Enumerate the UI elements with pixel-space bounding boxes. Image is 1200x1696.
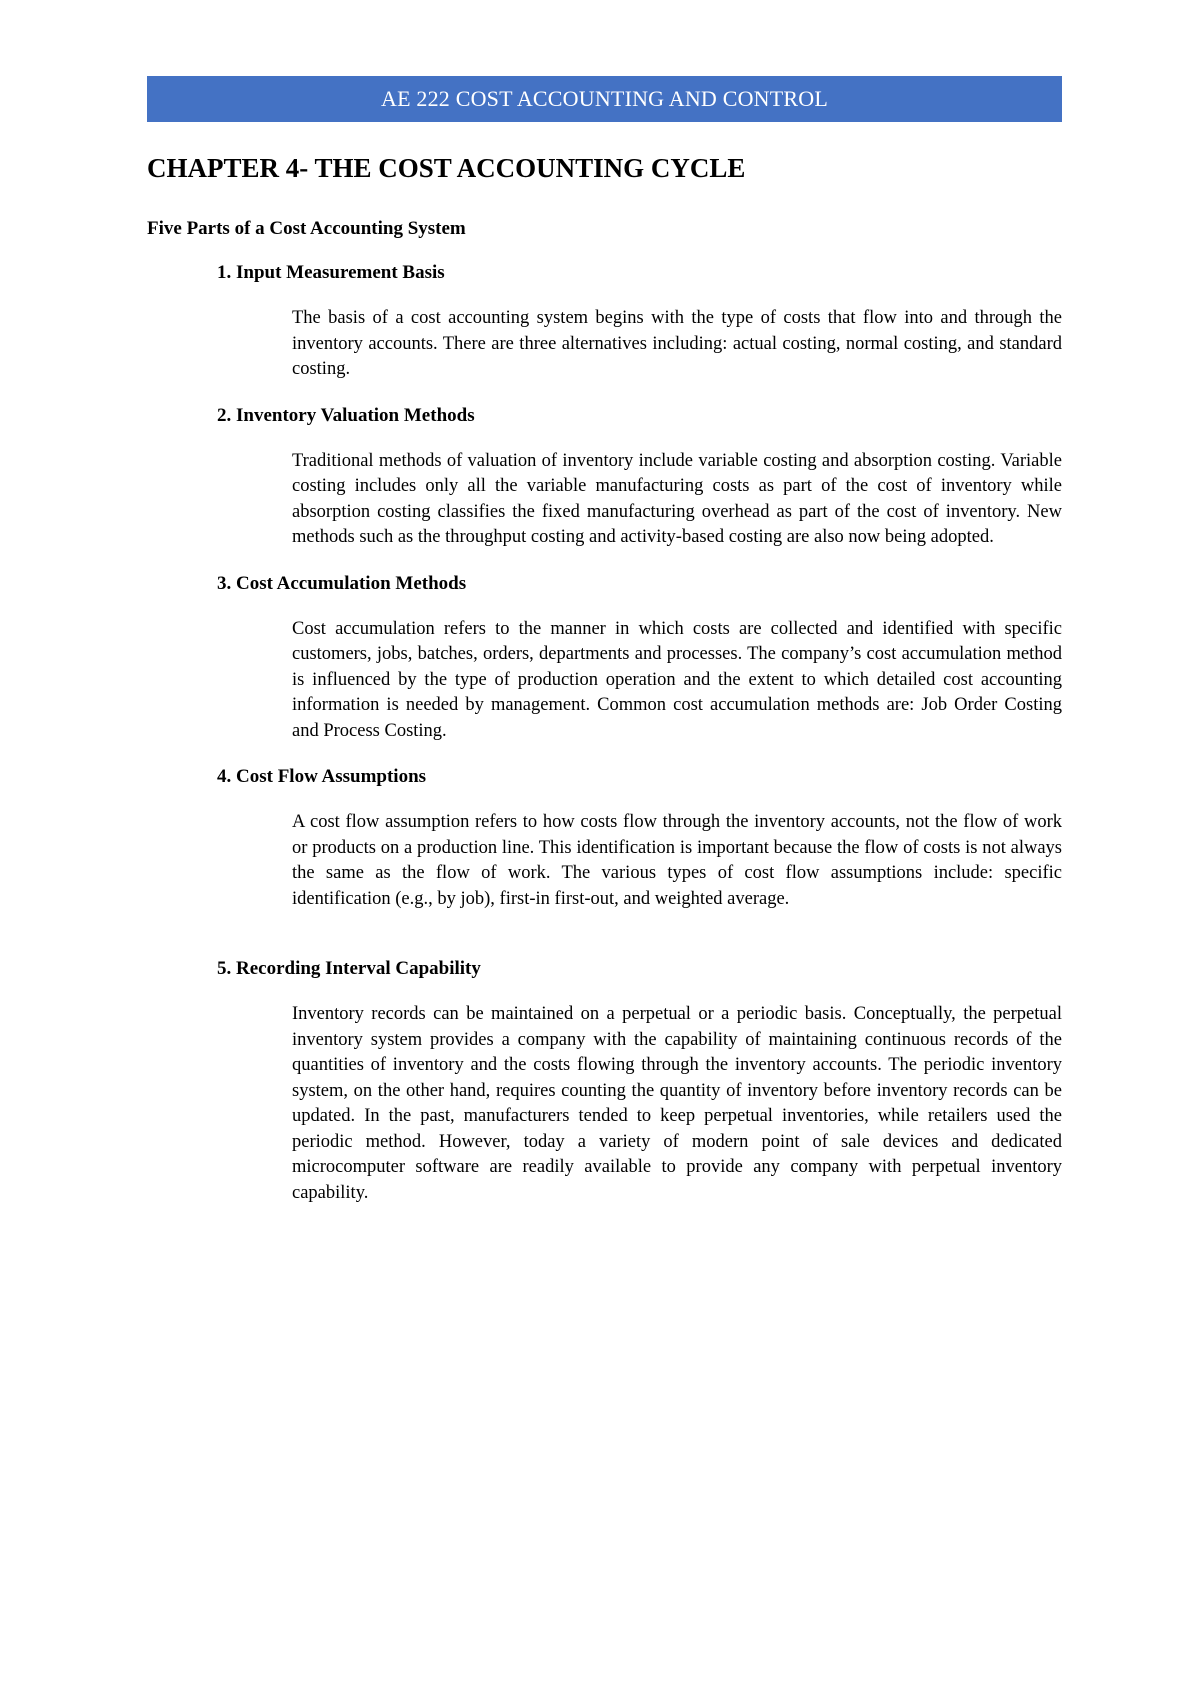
part-heading: 5. Recording Interval Capability: [217, 958, 481, 979]
document-content: [147, 217, 1062, 1227]
section-heading: Five Parts of a Cost Accounting System: [147, 218, 466, 239]
part-body: The basis of a cost accounting system begins with the type of costs that flow into and through the inventory accounts. There are three alternatives including: actual costing, normal costing, and standard costing.: [292, 308, 1062, 379]
part-inventory-valuation-methods: [147, 404, 1062, 551]
course-banner: AE 222 COST ACCOUNTING AND CONTROL: [147, 76, 1062, 122]
part-body: A cost flow assumption refers to how costs flow through the inventory accounts, not the flow of work or products on a production line. This identification is important because the flow of costs is not always the same as the flow of work. The various types of cost flow assumptions include: specific identification (e.g., by job), first-in first-out, and weighted average.: [292, 812, 1062, 909]
part-body: Inventory records can be maintained on a perpetual or a periodic basis. Conceptually, the perpetual inventory system provides a company with the capability of maintaining continuous records of the quantities of inventory and the costs flowing through the inventory accounts. The periodic inventory system, on the other hand, requires counting the quantity of inventory before inventory records can be updated. In the past, manufacturers tended to keep perpetual inventories, while retailers used the periodic method. However, today a variety of modern point of sale devices and dedicated microcomputer software are readily available to provide any company with perpetual inventory capability.: [292, 1004, 1062, 1203]
part-input-measurement-basis: [147, 261, 1062, 383]
part-cost-accumulation-methods: [147, 572, 1062, 745]
part-body: Traditional methods of valuation of inventory include variable costing and absorption costing. Variable costing includes only all the variable manufacturing costs as part of the cost of inventory while absorption costing classifies the fixed manufacturing overhead as part of the cost of inventory. New methods such as the throughput costing and activity-based costing are also now being adopted.: [292, 450, 1062, 547]
part-heading: 1. Input Measurement Basis: [217, 262, 445, 283]
part-body: Cost accumulation refers to the manner in which costs are collected and identified with specific customers, jobs, batches, orders, departments and processes. The company’s cost accumulation method is influenced by the type of production operation and the extent to which detailed cost accounting information is needed by management. Common cost accumulation methods are: Job Order Costing and Process Costing.: [292, 618, 1062, 741]
part-cost-flow-assumptions: [147, 765, 1062, 912]
part-heading: 2. Inventory Valuation Methods: [217, 404, 475, 426]
part-heading: 4. Cost Flow Assumptions: [217, 766, 427, 787]
part-recording-interval-capability: [147, 957, 1062, 1206]
part-heading: 3. Cost Accumulation Methods: [217, 572, 467, 594]
chapter-title: CHAPTER 4- THE COST ACCOUNTING CYCLE: [147, 153, 746, 183]
